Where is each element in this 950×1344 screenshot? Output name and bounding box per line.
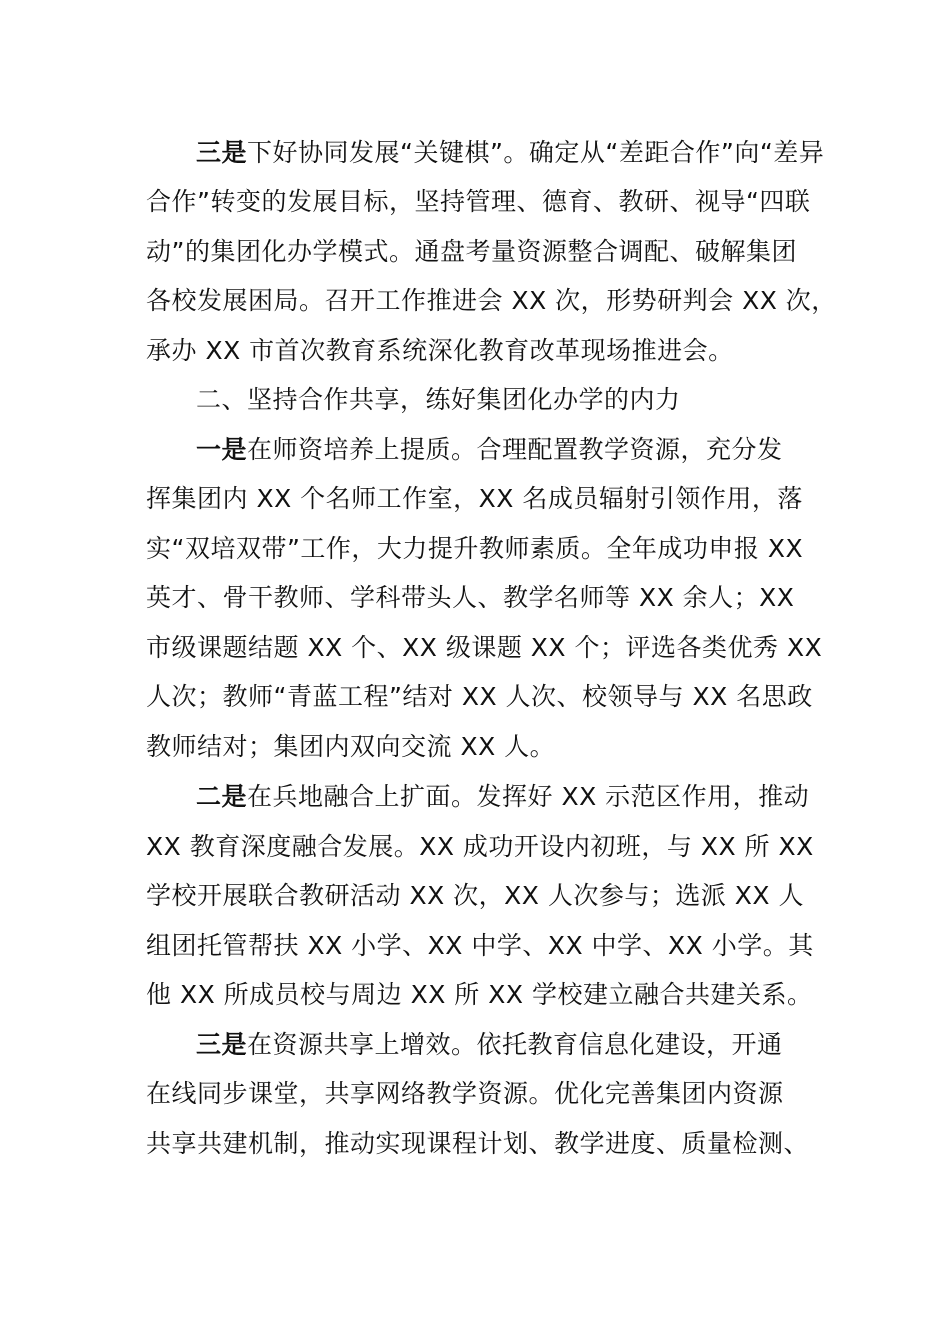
line-text: 组团托管帮扶 XX 小学、XX 中学、XX 中学、XX 小学。其: [146, 931, 814, 960]
paragraph-line: [146, 827, 814, 867]
paragraph-line: [146, 281, 837, 321]
paragraph-line: [196, 777, 809, 817]
paragraph-line: [146, 479, 803, 519]
line-text: 共享共建机制，推动实现课程计划、教学进度、质量检测、: [146, 1129, 810, 1158]
paragraph-lead: 二是: [196, 782, 248, 811]
line-text: 学校开展联合教研活动 XX 次，XX 人次参与；选派 XX 人: [146, 881, 804, 910]
paragraph-line: [196, 1025, 783, 1065]
paragraph-line: [196, 430, 783, 470]
line-text: 人次；教师“青蓝工程”结对 XX 人次、校领导与 XX 名思政: [146, 682, 813, 711]
line-text: 在资源共享上增效。依托教育信息化建设，开通: [247, 1030, 783, 1059]
paragraph-line: [146, 1124, 809, 1164]
paragraph-line: [146, 331, 734, 371]
line-text: 各校发展困局。召开工作推进会 XX 次，形势研判会 XX 次，: [146, 286, 837, 315]
line-text: 在兵地融合上扩面。发挥好 XX 示范区作用，推动: [247, 782, 810, 811]
line-text: 动”的集团化办学模式。通盘考量资源整合调配、破解集团: [146, 237, 797, 266]
line-text: 市级课题结题 XX 个、XX 级课题 XX 个；评选各类优秀 XX: [146, 633, 823, 662]
paragraph-line: [146, 232, 797, 272]
line-text: 英才、骨干教师、学科带头人、教学名师等 XX 余人；XX: [146, 583, 795, 612]
paragraph-line: [196, 133, 824, 173]
line-text: 他 XX 所成员校与周边 XX 所 XX 学校建立融合共建关系。: [146, 980, 813, 1009]
paragraph-lead: 三是: [196, 138, 248, 167]
paragraph-line: [146, 677, 813, 717]
paragraph-line: [146, 182, 810, 222]
paragraph-line: [146, 975, 812, 1015]
line-text: XX 教育深度融合发展。XX 成功开设内初班，与 XX 所 XX: [146, 832, 814, 861]
heading-text: 二、坚持合作共享，练好集团化办学的内力: [196, 385, 681, 414]
paragraph-line: [146, 628, 822, 668]
line-text: 下好协同发展“关键棋”。确定从“差距合作”向“差异: [247, 138, 825, 167]
line-text: 教师结对；集团内双向交流 XX 人。: [146, 732, 556, 761]
line-text: 实“双培双带”工作，大力提升教师素质。全年成功申报 XX: [146, 534, 804, 563]
line-text: 在师资培养上提质。合理配置教学资源，充分发: [247, 435, 783, 464]
line-text: 挥集团内 XX 个名师工作室，XX 名成员辐射引领作用，落: [146, 484, 803, 513]
line-text: 承办 XX 市首次教育系统深化教育改革现场推进会。: [146, 336, 734, 365]
line-text: 在线同步课堂，共享网络教学资源。优化完善集团内资源: [146, 1079, 784, 1108]
paragraph-line: [146, 926, 814, 966]
paragraph-line: [146, 1074, 784, 1114]
paragraph-lead: 一是: [196, 435, 248, 464]
paragraph-line: [146, 578, 794, 618]
section-heading: [196, 380, 681, 420]
paragraph-line: [146, 529, 803, 569]
paragraph-line: [146, 727, 555, 767]
paragraph-lead: 三是: [196, 1030, 248, 1059]
paragraph-line: [146, 876, 804, 916]
line-text: 合作”转变的发展目标，坚持管理、德育、教研、视导“四联: [146, 187, 811, 216]
